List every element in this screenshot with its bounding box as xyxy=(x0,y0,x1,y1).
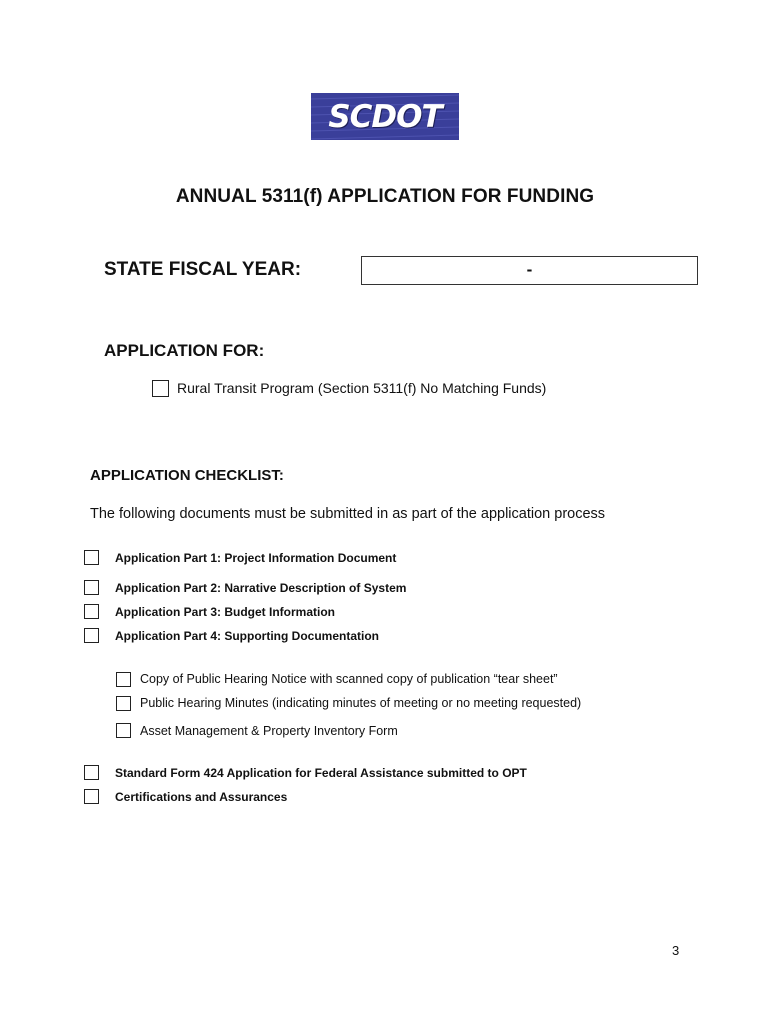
checklist-item-part2: Application Part 2: Narrative Description of System xyxy=(115,581,407,595)
fiscal-year-value: - xyxy=(526,260,533,279)
checklist-heading: APPLICATION CHECKLIST: xyxy=(90,467,284,484)
rural-transit-checkbox[interactable] xyxy=(152,380,169,397)
checklist-item-part4: Application Part 4: Supporting Documentation xyxy=(115,629,379,643)
fiscal-year-field[interactable] xyxy=(361,256,698,285)
logo-text: SCDOT xyxy=(328,98,442,135)
part2-checkbox[interactable] xyxy=(84,580,99,595)
scdot-logo xyxy=(311,93,459,140)
checklist-intro: The following documents must be submitted in as part of the application process xyxy=(90,506,606,522)
checklist-item-part3: Application Part 3: Budget Information xyxy=(115,605,336,619)
checklist-item-part1: Application Part 1: Project Information Document xyxy=(115,551,397,565)
fiscal-year-label: STATE FISCAL YEAR: xyxy=(104,259,302,280)
rural-transit-label: Rural Transit Program (Section 5311(f) No Matching Funds) xyxy=(177,380,547,396)
checklist-item-sf424: Standard Form 424 Application for Federal Assistance submitted to OPT xyxy=(115,766,527,780)
asset-management-checkbox[interactable] xyxy=(116,723,131,738)
sub-item-hearing-minutes: Public Hearing Minutes (indicating minutes of meeting or no meeting requested) xyxy=(140,696,582,710)
page-number: 3 xyxy=(672,943,680,958)
certifications-checkbox[interactable] xyxy=(84,789,99,804)
sub-item-asset-management: Asset Management & Property Inventory Form xyxy=(140,724,398,738)
hearing-notice-checkbox[interactable] xyxy=(116,672,131,687)
part1-checkbox[interactable] xyxy=(84,550,99,565)
application-for-label: APPLICATION FOR: xyxy=(104,341,265,360)
page-title: ANNUAL 5311(f) APPLICATION FOR FUNDING xyxy=(175,186,595,207)
hearing-minutes-checkbox[interactable] xyxy=(116,696,131,711)
sf424-checkbox[interactable] xyxy=(84,765,99,780)
part4-checkbox[interactable] xyxy=(84,628,99,643)
checklist-item-certifications: Certifications and Assurances xyxy=(115,790,288,804)
part3-checkbox[interactable] xyxy=(84,604,99,619)
sub-item-hearing-notice: Copy of Public Hearing Notice with scanned copy of publication “tear sheet” xyxy=(140,672,558,686)
